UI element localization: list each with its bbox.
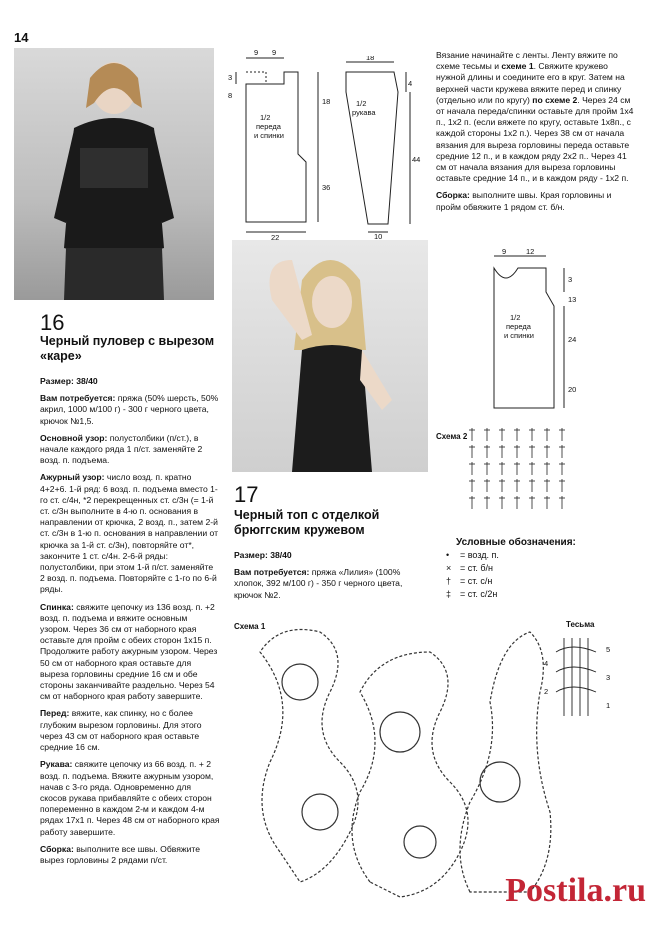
legend-item xyxy=(446,575,596,588)
scheme-1-label: Схема 1 xyxy=(234,622,266,631)
dim-label: 8 xyxy=(228,91,233,100)
back-text: свяжите цепочку из 136 возд. п. +2 возд. п. подъема и вяжите основным узором. Через 36 см от наборного края оставьте для пройм с обеих сторон 1x15 п. Продолжите работу ажурным узором. Через 50 см от наборного края оставьте для выреза горловины средние 16 см и обе стороны заканчивайте раздельно. Через 54 см от наборного края работу завершите. xyxy=(40,601,218,702)
basic-pattern-label: Основной узор: xyxy=(40,432,108,443)
materials-text: пряжа «Лилия» (100% хлопок, 392 м/100 г) - 350 г черного цвета, крючок №2. xyxy=(234,567,403,600)
pattern-label: 1/2 xyxy=(356,99,367,108)
model-16-text xyxy=(40,376,220,872)
front-back-pattern-2 xyxy=(466,246,590,418)
lace-pattern-text: число возд. п. кратно 4+2+6. 1-й ряд: 6 возд. п. подъема вместо 1-го ст. с/4н, *2 перекрещенных ст. с/3н (= 1-й ст. с/3н выполните в 4-ю п. основания в направлении от крючка, 2 возд. п., затем 2-й ст. с/3н в 1-ю п. основания в направлении от крючка за 1-й ст. с/3н), повторяйте от*, закончите 1 ст. с/4н. 2-6-й ряды: полустолбики, при этом 1-й п/ст. заменяйте 2 возд. п. подъема. Повторяйте с 1-го по 6-й ряды. xyxy=(40,472,219,595)
dim-label: 13 xyxy=(568,295,577,304)
pattern-label: и спинки xyxy=(254,131,284,140)
legend xyxy=(446,536,596,601)
dim-label: 10 xyxy=(374,232,383,240)
model-17-assembly-label: Сборка: xyxy=(436,190,470,201)
intro-part-c: . Свяжите кружево нужной длины и соедините его в круг. Затем на верхней части кружева вяжите перед и спинку (отдельно или по кругу) xyxy=(436,61,625,105)
dim-label: 12 xyxy=(526,247,535,256)
tape-label: Тесьма xyxy=(566,620,595,629)
dim-label: 9 xyxy=(272,48,277,57)
front-label: Перед: xyxy=(40,708,70,719)
pattern-label: и спинки xyxy=(504,331,534,340)
legend-item xyxy=(446,588,596,601)
materials-text: пряжа (50% шерсть, 50% акрил, 1000 м/100 г) - 300 г черного цвета, крючок №1,5. xyxy=(40,393,219,426)
page-number: 14 xyxy=(14,30,29,45)
materials-label: Вам потребуется: xyxy=(234,567,310,578)
assembly-text: выполните все швы. Обвяжите вырез горловины 2 рядами п/ст. xyxy=(40,843,201,865)
pattern-label: переда xyxy=(256,122,281,131)
dim-label: 9 xyxy=(502,247,507,256)
pattern-label: 1/2 xyxy=(260,113,271,122)
tape-row-label: 3 xyxy=(606,673,611,682)
dim-label: 20 xyxy=(568,385,577,394)
legend-symbol: × xyxy=(446,563,452,573)
scheme-2-label: Схема 2 xyxy=(436,432,468,441)
model-17-text xyxy=(234,550,430,607)
legend-text: = ст. б/н xyxy=(460,563,494,573)
intro-scheme2: по схеме 2 xyxy=(532,94,578,105)
tape-row-label: 1 xyxy=(606,701,611,710)
size-label: Размер: xyxy=(40,376,74,386)
pattern-label: рукава xyxy=(352,108,376,117)
legend-symbol: ‡ xyxy=(446,589,452,599)
dim-label: 3 xyxy=(568,275,573,284)
legend-item xyxy=(446,549,596,562)
dim-label: 36 xyxy=(322,183,331,192)
intro-scheme1: схеме 1 xyxy=(501,61,534,72)
dim-label: 4 xyxy=(408,79,413,88)
model-17-instructions xyxy=(436,50,636,219)
model-16-number: 16 xyxy=(40,310,65,335)
dim-label: 18 xyxy=(322,97,331,106)
dim-label: 9 xyxy=(254,48,259,57)
size-value: 38/40 xyxy=(76,376,98,386)
watermark-logo: Postila.ru xyxy=(505,872,646,909)
materials-label: Вам потребуется: xyxy=(40,393,116,404)
pattern-label: переда xyxy=(506,322,531,331)
pattern-label: 1/2 xyxy=(510,313,521,322)
size-value: 38/40 xyxy=(270,550,292,560)
model-16-photo xyxy=(14,48,214,300)
sleeves-text: свяжите цепочку из 66 возд. п. + 2 возд. п. подъема. Вяжите ажурным узором, начав с 3-го ряда. Одновременно для скосов рукава прибавляйте с обеих сторон попеременно в каждом 2-м и каждом 4-м рядах 17x1 п. Через 48 см от наборного края работу завершите. xyxy=(40,759,220,837)
model-17-photo xyxy=(232,240,428,472)
legend-symbol: • xyxy=(446,550,450,560)
model-17-title: Черный топ с отделкой брюггским кружевом xyxy=(234,508,380,537)
legend-item xyxy=(446,562,596,575)
model-17-number: 17 xyxy=(234,482,259,507)
assembly-label: Сборка: xyxy=(40,843,74,854)
dim-label: 22 xyxy=(271,233,280,240)
sleeve-pattern xyxy=(338,56,424,240)
dim-label: 44 xyxy=(412,155,421,164)
legend-title: Условные обозначения: xyxy=(456,537,576,548)
front-text: вяжите, как спинку, но с более глубоким вырезом горловины. Для этого через 43 см от наборного края оставьте средние 16 см. xyxy=(40,708,202,753)
lace-pattern-label: Ажурный узор: xyxy=(40,472,105,483)
scheme-1-lace-chart xyxy=(240,612,570,912)
basic-pattern-text: полустолбики (п/ст.), в начале каждого ряда 1 п/ст. заменяйте 2 возд. п. подъема. xyxy=(40,432,203,466)
tape-row-label: 5 xyxy=(606,645,611,654)
legend-symbol: † xyxy=(446,576,452,586)
sleeves-label: Рукава: xyxy=(40,759,73,770)
model-16-title: Черный пуловер с вырезом «каре» xyxy=(40,334,215,363)
dim-label: 18 xyxy=(366,56,375,62)
legend-text: = возд. п. xyxy=(460,550,499,560)
back-label: Спинка: xyxy=(40,601,74,612)
intro-part-e: . Через 24 см от начала переда/спинки оставьте для пройм 1x4 п., 1x2 п. (если вяжете по кругу, оставьте 1x8п., с каждой стороны 1x2 п.). Через 38 см от начала вязания для выреза горловины переда оставьте средние 12 п., и в каждом ряду 2x2 п.. Через 41 см от начала вязания для выреза горловины оставьте средние 14 п., и в каждом ряду - 1x2 п. xyxy=(436,94,634,184)
dim-label: 24 xyxy=(568,335,577,344)
dim-label: 3 xyxy=(228,73,233,82)
legend-text: = ст. с/2н xyxy=(460,589,498,599)
intro-part-a: Вязание начинайте с ленты. Ленту вяжите по схеме тесьмы и xyxy=(436,50,618,72)
tape-row-label: 4 xyxy=(544,659,549,668)
tape-chart xyxy=(542,632,622,722)
legend-text: = ст. с/н xyxy=(460,576,493,586)
scheme-2-chart xyxy=(464,422,584,514)
model-17-assembly-text: выполните швы. Края горловины и пройм обвяжите 1 рядом ст. б/н. xyxy=(436,190,612,212)
front-back-pattern-1 xyxy=(226,44,338,240)
size-label: Размер: xyxy=(234,550,268,560)
tape-row-label: 2 xyxy=(544,687,549,696)
